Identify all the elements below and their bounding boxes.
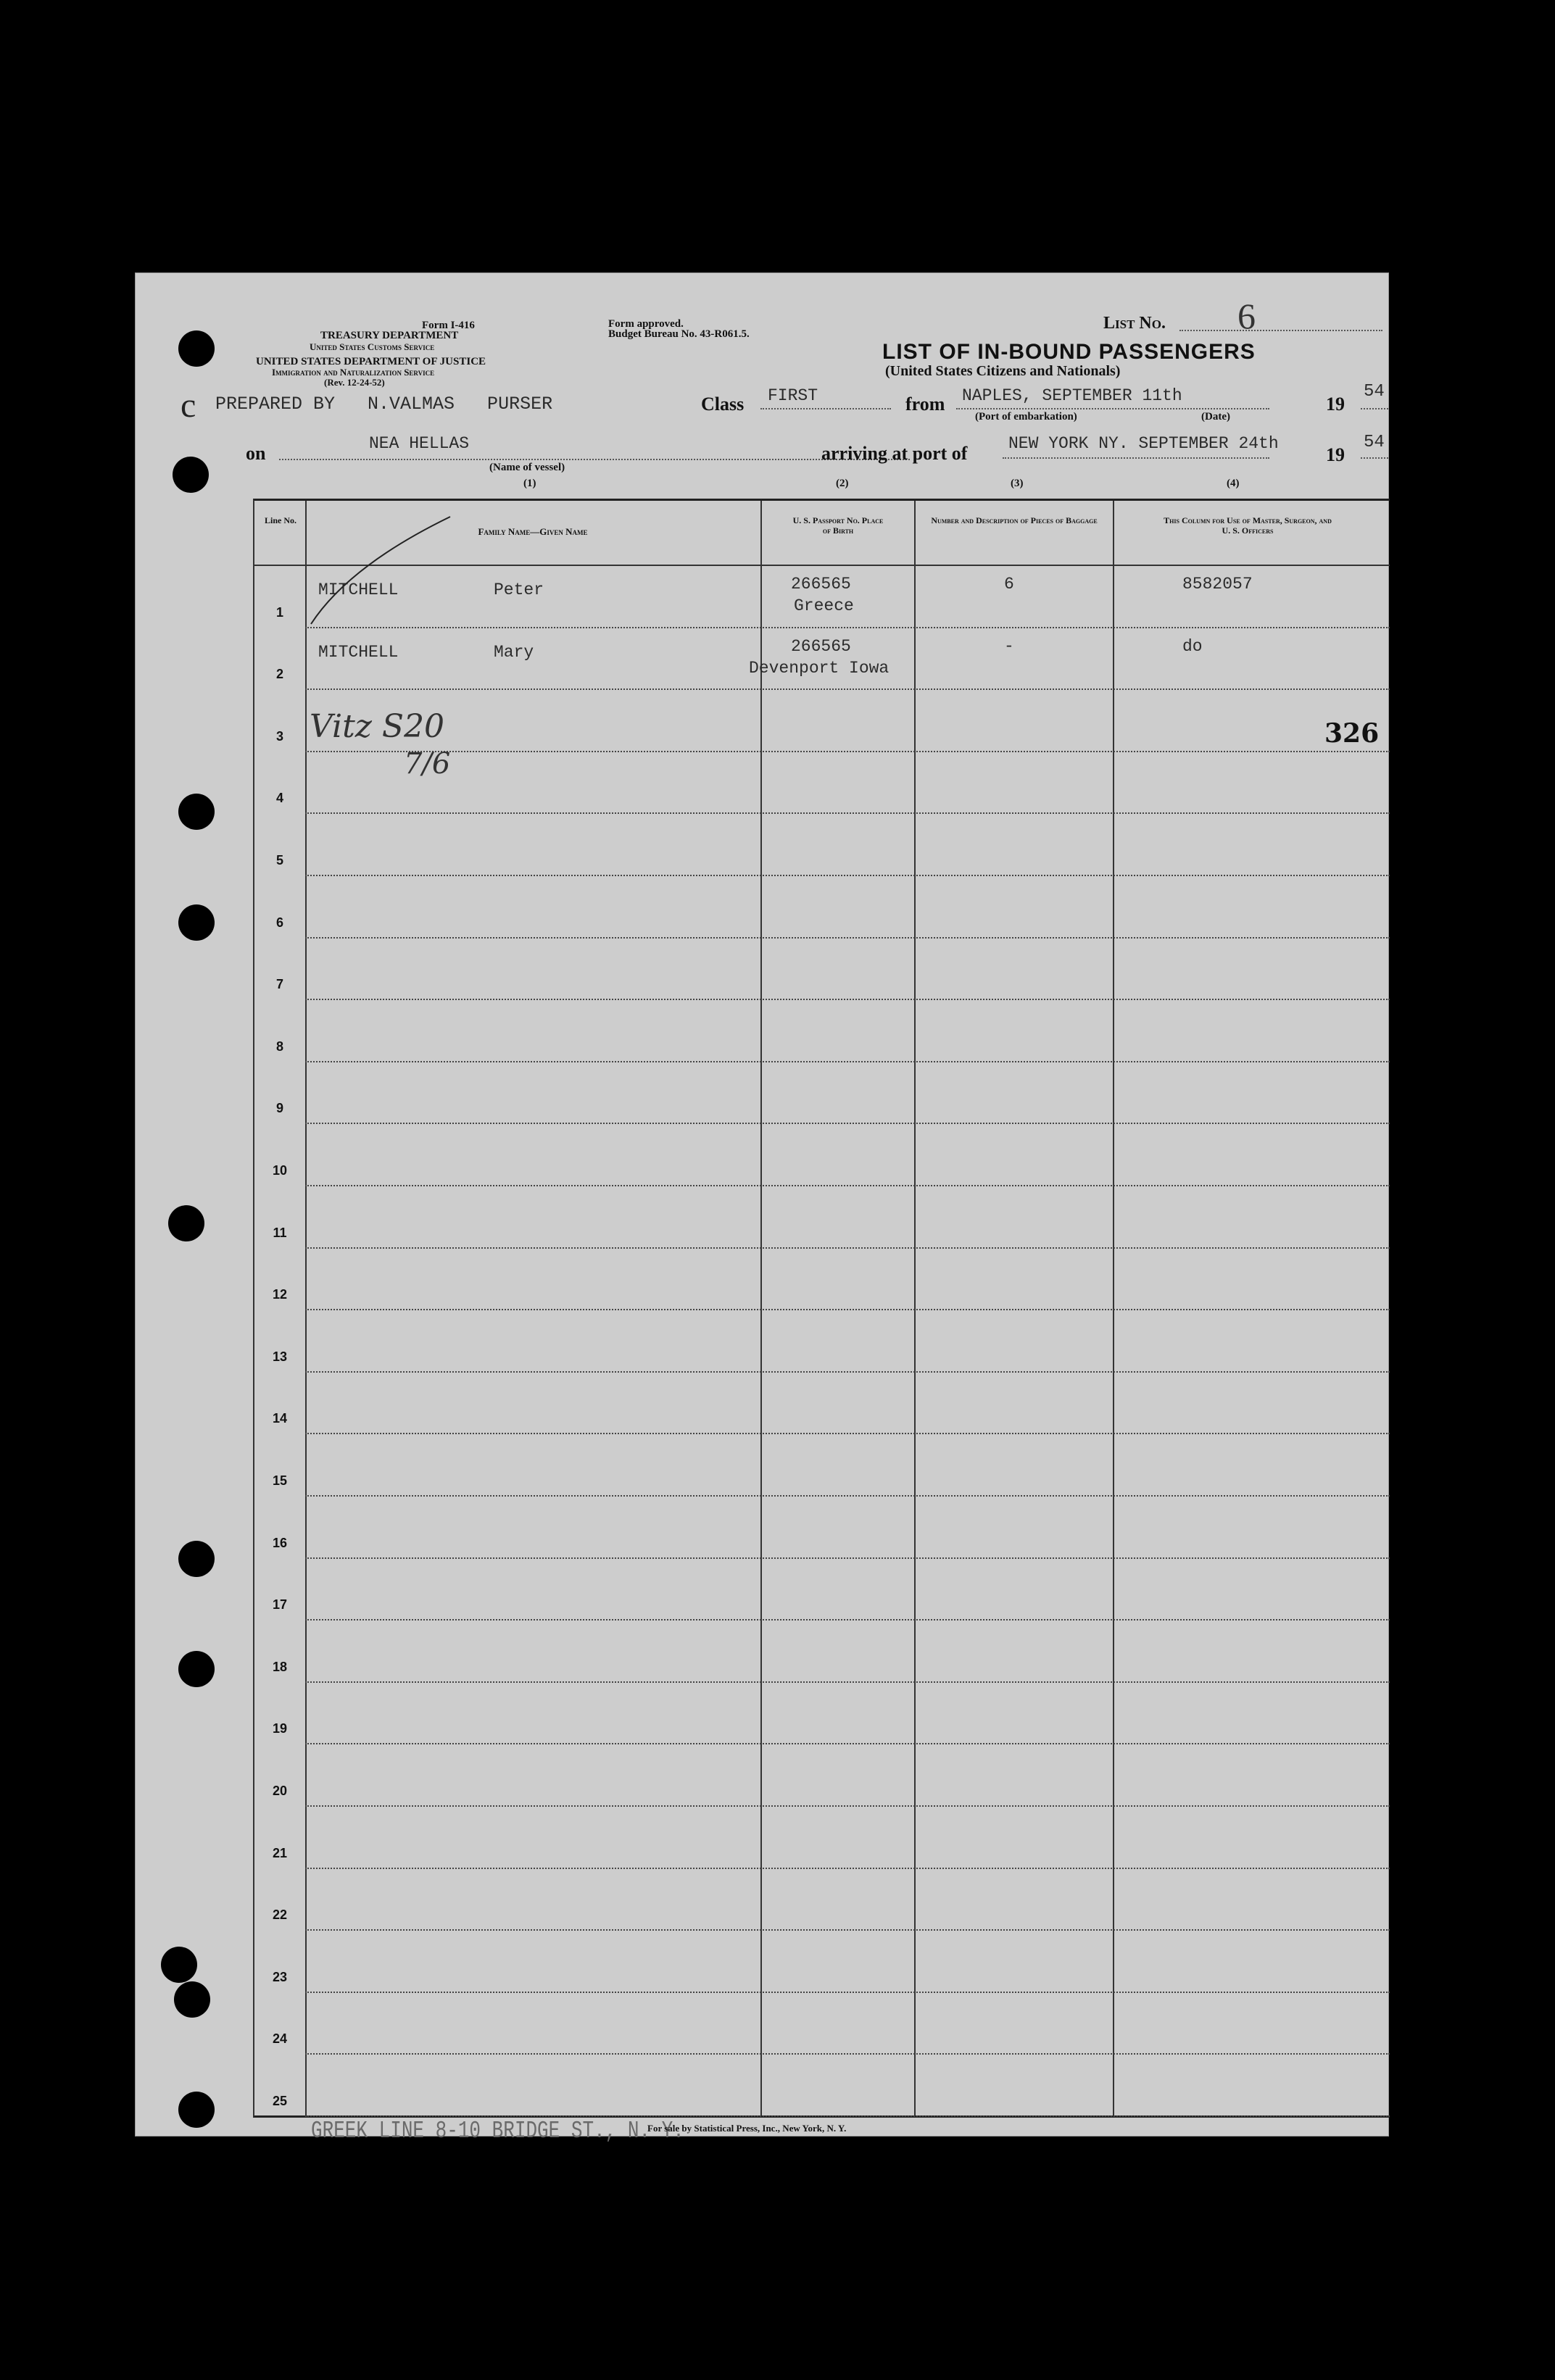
row-rule: [305, 875, 1390, 876]
punch-hole: [178, 904, 215, 941]
line-number: 16: [272, 1535, 288, 1550]
printer-note: For sale by Statistical Press, Inc., New York, N. Y.: [647, 2123, 847, 2134]
port-embarkation-label: (Port of embarkation): [975, 411, 1077, 423]
row-rule: [305, 812, 1390, 814]
punch-hole: [178, 794, 215, 830]
manifest-page: [135, 272, 1389, 2145]
date-label-1: (Date): [1201, 411, 1230, 423]
row-rule: [305, 2053, 1390, 2055]
stamp-number: 326: [1324, 718, 1380, 749]
punch-hole: [178, 1541, 215, 1577]
from-label: from: [905, 394, 945, 415]
row-rule: [305, 1061, 1390, 1062]
row-rule: [305, 1619, 1390, 1620]
line-number: 20: [272, 1784, 288, 1798]
row-rule: [305, 1371, 1390, 1373]
given-name: Mary: [494, 642, 534, 662]
from-value: NAPLES, SEPTEMBER 11th: [962, 386, 1182, 405]
row-rule: [305, 1805, 1390, 1807]
line-number: 7: [275, 977, 283, 992]
punch-hole: [161, 1947, 197, 1983]
line-number: 19: [272, 1721, 288, 1736]
line-number: 23: [272, 1969, 288, 1984]
line-number: 25: [272, 2094, 288, 2108]
place-of-birth: Greece: [794, 596, 854, 615]
officer-entry: do: [1182, 636, 1203, 656]
year-1: 54: [1364, 382, 1385, 401]
line-number: 24: [272, 2031, 288, 2047]
baggage-count: -: [1004, 636, 1014, 656]
punch-hole: [178, 2092, 215, 2128]
line-number: 22: [272, 1907, 288, 1923]
line-number: 15: [272, 1473, 288, 1488]
line-number: 14: [272, 1411, 288, 1426]
place-of-birth: Devenport Iowa: [749, 658, 890, 678]
line-number: 12: [272, 1287, 288, 1302]
row-rule: [305, 1309, 1390, 1310]
justice-department: UNITED STATES DEPARTMENT OF JUSTICE: [256, 356, 486, 367]
line-number: 18: [272, 1659, 288, 1674]
list-no-label: List No.: [1103, 314, 1166, 333]
document-title: LIST OF IN-BOUND PASSENGERS: [882, 340, 1256, 364]
header-name: Family Name—Given Name: [478, 526, 588, 537]
family-name: MITCHELL: [318, 581, 399, 599]
line-number: 4: [275, 791, 283, 806]
row-rule: [305, 751, 1390, 752]
passport-number: 266565: [791, 575, 851, 594]
year-prefix-2: 19: [1326, 444, 1345, 465]
passport-number: 266565: [791, 636, 851, 656]
form-id: Form I-416: [422, 320, 475, 331]
row-rule: [305, 1123, 1390, 1124]
year-2: 54: [1364, 433, 1385, 452]
footer-stamp: GREEK LINE 8-10 BRIDGE ST., N. Y.: [311, 2116, 684, 2145]
header-line-no: Line No.: [264, 515, 297, 525]
vessel-value: NEA HELLAS: [369, 434, 470, 453]
punch-hole: [173, 457, 209, 493]
row-rule: [305, 1495, 1390, 1497]
officer-entry: 8582057: [1182, 575, 1253, 594]
line-number: 3: [275, 728, 283, 744]
row-rule: [305, 1743, 1390, 1744]
line-number: 2: [275, 667, 283, 682]
row-rule: [305, 999, 1390, 1000]
row-rule: [305, 1681, 1390, 1683]
row-rule: [305, 1557, 1390, 1559]
col-index-3: (3): [1011, 478, 1024, 489]
class-value: FIRST: [768, 386, 818, 405]
punch-hole: [168, 1205, 204, 1241]
hand-note-2: 7/6: [404, 747, 451, 781]
col-index-2: (2): [836, 478, 849, 489]
punch-hole: [178, 1651, 215, 1687]
row-rule: [305, 937, 1390, 939]
row-rule: [305, 688, 1390, 690]
line-number: 8: [275, 1039, 283, 1054]
line-number: 1: [275, 604, 283, 620]
document-subtitle: (United States Citizens and Nationals): [885, 363, 1121, 379]
row-rule: [305, 1247, 1390, 1249]
hand-mark-c: c: [181, 386, 196, 425]
punch-hole: [174, 1981, 210, 2018]
line-number: 21: [272, 1845, 288, 1860]
ins-label: Immigration and Naturalization Service: [272, 367, 435, 378]
arriving-label: arriving at port of: [821, 443, 968, 464]
vessel-label: (Name of vessel): [489, 462, 565, 473]
row-rule: [305, 1433, 1390, 1434]
on-label: on: [246, 443, 266, 464]
line-number: 13: [272, 1349, 288, 1364]
col-index-4: (4): [1227, 478, 1240, 489]
header-passport: U. S. Passport No. Place of Birth: [792, 515, 884, 536]
class-label: Class: [701, 394, 745, 415]
prepared-by: PREPARED BY N.VALMAS PURSER: [215, 394, 553, 415]
line-number: 10: [272, 1163, 288, 1178]
family-name: MITCHELL: [318, 642, 399, 662]
row-rule: [305, 1992, 1390, 1993]
header-officers: This Column for Use of Master, Surgeon, and U. S. Officers: [1164, 515, 1332, 536]
hand-note-1: Vitz S20: [310, 708, 445, 745]
header-baggage: Number and Description of Pieces of Baggage: [931, 515, 1098, 525]
arriving-value: NEW YORK NY. SEPTEMBER 24th: [1008, 434, 1279, 453]
revision: (Rev. 12-24-52): [324, 377, 385, 388]
col-index-1: (1): [523, 478, 536, 489]
row-rule: [305, 1929, 1390, 1931]
budget-bureau: Budget Bureau No. 43-R061.5.: [608, 328, 750, 340]
pen-stroke: [305, 501, 479, 631]
list-no-value: 6: [1237, 296, 1256, 336]
line-number: 5: [275, 853, 283, 867]
line-number: 6: [275, 915, 283, 930]
baggage-count: 6: [1004, 575, 1014, 594]
line-number: 17: [272, 1597, 288, 1613]
row-rule: [305, 1868, 1390, 1869]
form-approved: Form approved.: [608, 318, 684, 330]
punch-hole: [178, 330, 215, 367]
treasury-department: TREASURY DEPARTMENT: [320, 330, 459, 341]
line-number: 11: [273, 1225, 287, 1240]
given-name: Peter: [494, 581, 544, 599]
row-rule: [305, 1185, 1390, 1186]
year-prefix-1: 19: [1326, 394, 1345, 415]
line-number: 9: [275, 1101, 283, 1116]
customs-service: United States Customs Service: [310, 341, 435, 352]
